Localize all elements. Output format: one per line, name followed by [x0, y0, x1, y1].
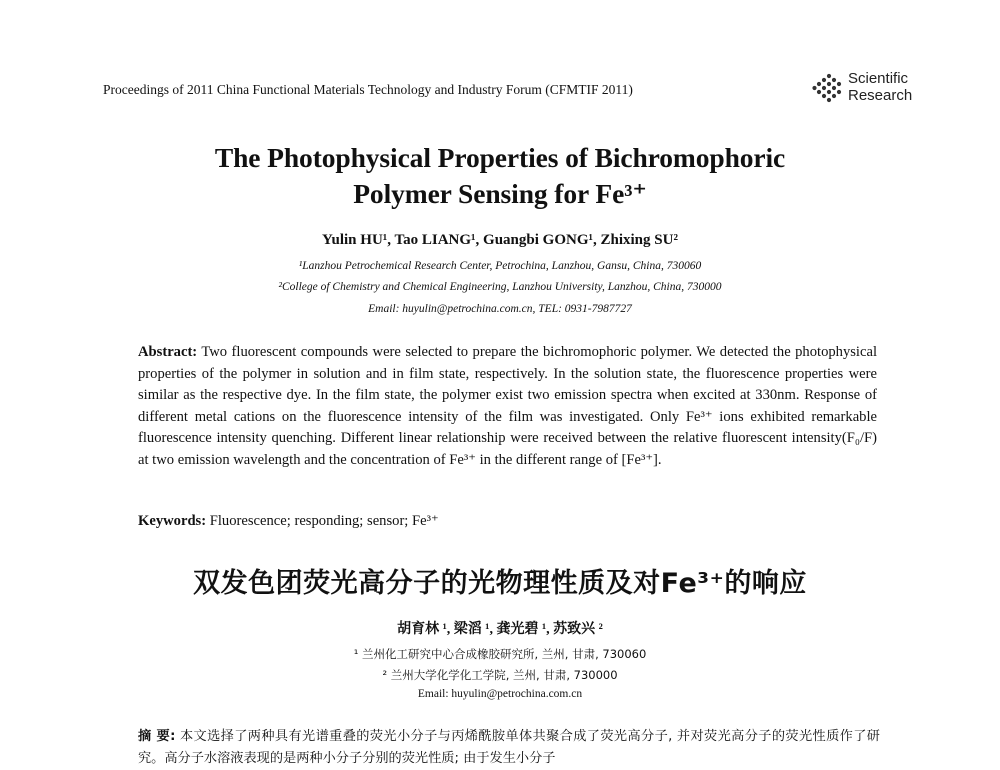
- logo-line-1: Scientific: [848, 70, 909, 87]
- keywords-en: [138, 512, 439, 530]
- authors-cn: 胡育林 ¹, 梁滔 ¹, 龚光碧 ¹, 苏致兴 ²: [397, 622, 603, 637]
- paper-title-cn: 双发色团荧光高分子的光物理性质及对Fe³⁺的响应: [193, 568, 807, 599]
- dots-logo-icon: [812, 73, 846, 103]
- paper-title-en: [0, 140, 1000, 212]
- abstract-text: Two fluorescent compounds were selected to prepare the bichromophoric polymer. We detected the photophysical properties of the polymer in solution and in film state, respectively. In the solution state, the fluorescence properties were similar as the respective dye. In the film state, the polymer exist two emission spectra when excited at 330nm. Response of different metal cations on the fluorescence intensity of the film was investigated. Only Fe³⁺ ions exhibited remarkable fluorescence intensity quenching. Different linear relationship were received between the relative fluorescent intensity(F₀/F) at two emission wavelength and the concentration of Fe³⁺ in the different range of [Fe³⁺].: [138, 344, 877, 468]
- title-en-line-2: Polymer Sensing for Fe³⁺: [353, 178, 647, 209]
- abstract-cn-label: 摘 要:: [138, 729, 176, 744]
- abstract-cn: [138, 726, 880, 770]
- contact-email-cn: Email: huyulin@petrochina.com.cn: [417, 688, 583, 700]
- abstract-en: [138, 342, 877, 472]
- abstract-cn-text: 本文选择了两种具有光谱重叠的荧光小分子与丙烯酰胺单体共聚合成了荧光高分子, 并对荧光高分子的荧光性质作了研究。高分子水溶液表现的是两种小分子分别的荧光性质; 由于发生小分子: [138, 729, 880, 766]
- affiliation-2: ²College of Chemistry and Chemical Engineering, Lanzhou University, Lanzhou, China, 730000: [278, 281, 722, 293]
- affiliation-cn-1: ¹ 兰州化工研究中心合成橡胶研究所, 兰州, 甘肃, 730060: [353, 647, 647, 661]
- contact-email: Email: huyulin@petrochina.com.cn, TEL: 0931-7987727: [368, 303, 632, 315]
- logo-line-2: Research: [848, 87, 913, 104]
- keywords-text: Fluorescence; responding; sensor; Fe³⁺: [209, 513, 439, 529]
- logo-text: [848, 70, 912, 104]
- proceedings-header: Proceedings of 2011 China Functional Materials Technology and Industry Forum (CFMTIF 2011): [103, 82, 633, 97]
- abstract-label: Abstract:: [138, 344, 198, 360]
- publisher-logo: [812, 70, 922, 110]
- authors-en: Yulin HU¹, Tao LIANG¹, Guangbi GONG¹, Zhixing SU²: [322, 232, 678, 248]
- title-en-line-1: The Photophysical Properties of Bichromophoric: [214, 142, 786, 173]
- keywords-label: Keywords:: [138, 513, 207, 529]
- affiliation-cn-2: ² 兰州大学化学化工学院, 兰州, 甘肃, 730000: [382, 668, 618, 682]
- affiliation-1: ¹Lanzhou Petrochemical Research Center, Petrochina, Lanzhou, Gansu, China, 730060: [298, 260, 702, 272]
